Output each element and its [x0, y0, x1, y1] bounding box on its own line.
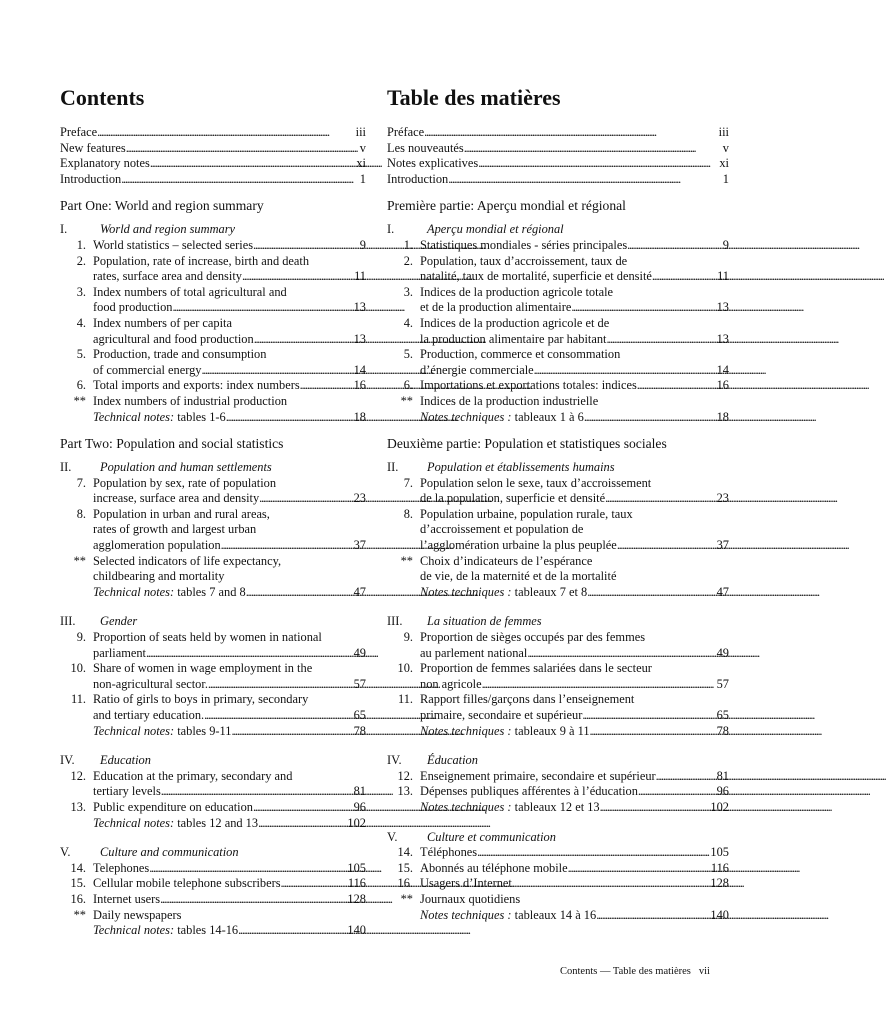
- toc-entry[interactable]: Preface . . . iii: [60, 125, 366, 141]
- section-title: Éducation: [427, 753, 478, 768]
- contents-column-english: [60, 84, 366, 939]
- part-heading: Part One: World and region summary: [60, 198, 264, 214]
- section-number: I.: [60, 222, 68, 237]
- toc-entry[interactable]: 9. Proportion of seats held by women in national parliament . . . 49: [60, 630, 366, 661]
- toc-entry: ** Indices de la production industrielle: [400, 393, 599, 408]
- toc-entry: ** Index numbers of industrial production: [73, 393, 288, 408]
- front-matter-list: [60, 125, 366, 187]
- toc-entry[interactable]: 12. Education at the primary, secondary and tertiary levels . . . 81: [60, 769, 366, 800]
- toc-entry[interactable]: 3. Indices de la production agricole totale et de la production alimentaire . . . 13: [387, 285, 729, 316]
- technical-notes-entry[interactable]: Technical notes: tables 12 and 13 . . . 102: [60, 816, 366, 832]
- section-education: IV. Éducation 12. Enseignement primaire, secondaire et supérieur . . . 81 13. Dépenses publiques afférentes à l’éducation . . . 96 Notes techniques : tableaux 12 et 13 . . . 102: [387, 753, 729, 815]
- section-title: World and region summary: [100, 222, 236, 237]
- page-footer: [560, 966, 710, 977]
- toc-entry[interactable]: Explanatory notes . . . xi: [60, 156, 366, 172]
- technical-notes-entry[interactable]: Notes techniques : tableaux 1 à 6 . . . 18: [387, 410, 729, 426]
- toc-entry[interactable]: 1. Statistiques mondiales - séries principales . . . 9: [387, 238, 729, 254]
- toc-entry[interactable]: 8. Population in urban and rural areas, rates of growth and largest urban agglomeration population . . . 37: [60, 507, 366, 554]
- section-title: Culture et communication: [427, 829, 556, 844]
- section-education: IV. Education 12. Education at the primary, secondary and tertiary levels . . . 81 13. Public expenditure on education . . . 96 Technical notes: tables 12 and 13 . . . 102: [60, 753, 366, 831]
- toc-entry[interactable]: 16. Usagers d’Internet . . . 128: [387, 876, 729, 892]
- toc-entry[interactable]: 6. Total imports and exports: index numbers . . . 16: [60, 378, 366, 394]
- running-footer-text: Contents — Table des matières: [560, 966, 691, 977]
- toc-entry[interactable]: 14. Telephones . . . 105: [60, 861, 366, 877]
- page-title: Contents: [60, 85, 145, 110]
- toc-entry[interactable]: 9. Proportion de sièges occupés par des femmes au parlement national . . . 49: [387, 630, 729, 661]
- toc-entry[interactable]: 10. Share of women in wage employment in the non-agricultural sector. . . . 57: [60, 661, 366, 692]
- section-world-summary: [60, 222, 366, 425]
- technical-notes-entry[interactable]: Notes techniques : tableaux 12 et 13 . . . 102: [387, 800, 729, 816]
- toc-entry[interactable]: 11. Rapport filles/garçons dans l’enseignement primaire, secondaire et supérieur . . . 65: [387, 692, 729, 723]
- toc-entry[interactable]: Les nouveautés . . . v: [387, 141, 729, 157]
- technical-notes-entry[interactable]: Technical notes: tables 9-11 . . . 78: [60, 724, 366, 740]
- front-matter-list: [387, 125, 729, 187]
- technical-notes-entry[interactable]: Notes techniques : tableaux 9 à 11 . . . 78: [387, 724, 729, 740]
- toc-entry[interactable]: 10. Proportion de femmes salariées dans le secteur non agricole . . . 57: [387, 661, 729, 692]
- toc-entry[interactable]: 13. Dépenses publiques afférentes à l’éducation . . . 96: [387, 784, 729, 800]
- toc-entry: ** Selected indicators of life expectancy, childbearing and mortality: [73, 553, 282, 584]
- contents-column-french: [387, 84, 729, 923]
- section-title: Education: [100, 753, 151, 768]
- toc-entry[interactable]: 5. Production, commerce et consommation d’énergie commerciale . . . 14: [387, 347, 729, 378]
- part-heading: Deuxième partie: Population et statistiques sociales: [387, 436, 667, 452]
- technical-notes-entry[interactable]: Notes techniques : tableaux 7 et 8 . . . 47: [387, 585, 729, 601]
- section-culture: V. Culture et communication 14. Téléphones . . . 105 15. Abonnés au téléphone mobile . . . 116 16. Usagers d’Internet . . . 128 ** Journaux quotidiens Notes techniques : tableaux 14 à 16 . . . 140: [387, 830, 729, 924]
- page-number: vii: [698, 966, 710, 977]
- toc-entry[interactable]: Notes explicatives . . . xi: [387, 156, 729, 172]
- section-gender: III. La situation de femmes 9. Proportion de sièges occupés par des femmes au parlement national . . . 49 10. Proportion de femmes salariées dans le secteur non agricole . . . 57 11. Rapport filles/garçons dans l’enseignement primaire, secondaire et supérieur . . . 65 Notes techniques : tableaux 9 à 11 . . . 78: [387, 614, 729, 739]
- section-gender: III. Gender 9. Proportion of seats held by women in national parliament . . . 49 10. Share of women in wage employment in the non-agricultural sector. . . . 57 11. Ratio of girls to boys in primary, secondary and tertiary education. . . . 65 Technical notes: tables 9-11 . . . 78: [60, 614, 366, 739]
- technical-notes-entry[interactable]: Technical notes: tables 7 and 8 . . . 47: [60, 585, 366, 601]
- technical-notes-entry[interactable]: Technical notes: tables 14-16 . . . 140: [60, 923, 366, 939]
- technical-notes-entry[interactable]: Technical notes: tables 1-6 . . . 18: [60, 410, 366, 426]
- toc-entry[interactable]: 7. Population by sex, rate of population increase, surface area and density . . . 23: [60, 476, 366, 507]
- toc-entry[interactable]: 2. Population, taux d’accroissement, taux de natalité, taux de mortalité, superficie et densité . . . 11: [387, 254, 729, 285]
- toc-entry[interactable]: 13. Public expenditure on education . . . 96: [60, 800, 366, 816]
- toc-entry[interactable]: 15. Abonnés au téléphone mobile . . . 116: [387, 861, 729, 877]
- toc-entry[interactable]: Préface . . . iii: [387, 125, 729, 141]
- section-culture: V. Culture and communication 14. Telephones . . . 105 15. Cellular mobile telephone subscribers . . . 116 16. Internet users . . . 128 ** Daily newspapers Technical notes: tables 14-16 . . . 140: [60, 845, 366, 939]
- page-title-french: Table des matières: [387, 85, 561, 110]
- toc-entry[interactable]: 1. World statistics – selected series . . . 9: [60, 238, 366, 254]
- technical-notes-entry[interactable]: Notes techniques : tableaux 14 à 16 . . . 140: [387, 908, 729, 924]
- toc-entry[interactable]: 2. Population, rate of increase, birth and death rates, surface area and density . . . 11: [60, 254, 366, 285]
- toc-entry[interactable]: Introduction . . . 1: [60, 172, 366, 188]
- toc-entry: ** Choix d’indicateurs de l’espérance de vie, de la maternité et de la mortalité: [400, 553, 617, 584]
- toc-entry[interactable]: 12. Enseignement primaire, secondaire et supérieur . . . 81: [387, 769, 729, 785]
- toc-entry[interactable]: 5. Production, trade and consumption of commercial energy . . . 14: [60, 347, 366, 378]
- part-heading: Part Two: Population and social statistics: [60, 436, 284, 452]
- toc-entry[interactable]: 14. Téléphones . . . 105: [387, 845, 729, 861]
- toc-entry[interactable]: 6. Importations et exportations totales: indices . . . 16: [387, 378, 729, 394]
- toc-entry: ** Journaux quotidiens: [400, 891, 521, 906]
- toc-entry[interactable]: New features . . . v: [60, 141, 366, 157]
- part-heading: Première partie: Aperçu mondial et régional: [387, 198, 626, 214]
- toc-entry: ** Daily newspapers: [73, 907, 182, 922]
- section-title: Population and human settlements: [100, 460, 272, 475]
- toc-entry[interactable]: 15. Cellular mobile telephone subscribers . . . 116: [60, 876, 366, 892]
- toc-entry[interactable]: 4. Indices de la production agricole et de la production alimentaire par habitant . . . 13: [387, 316, 729, 347]
- toc-entry[interactable]: 11. Ratio of girls to boys in primary, secondary and tertiary education. . . . 65: [60, 692, 366, 723]
- toc-entry[interactable]: 7. Population selon le sexe, taux d’accroissement de la population, superficie et densité . . . 23: [387, 476, 729, 507]
- section-population: II. Population et établissements humains 7. Population selon le sexe, taux d’accroissement de la population, superficie et densité . . . 23 8. Population urbaine, population rurale, taux d’accroissement et population de l’agglomération urbaine la plus peuplée . . . 37 ** Choix d’indicateurs de l’espérance de vie, de la maternité et de la mortalité Notes techniques : tableaux 7 et 8 . . . 47: [387, 460, 729, 600]
- section-title: La situation de femmes: [427, 614, 542, 629]
- section-title: Culture and communication: [100, 845, 239, 860]
- toc-entry[interactable]: 8. Population urbaine, population rurale, taux d’accroissement et population de l’agglomération urbaine la plus peuplée . . . 37: [387, 507, 729, 554]
- section-population: II. Population and human settlements 7. Population by sex, rate of population increase, surface area and density . . . 23 8. Population in urban and rural areas, rates of growth and largest urban agglomeration population . . . 37 ** Selected indicators of life expectancy, childbearing and mortality Technical notes: tables 7 and 8 . . . 47: [60, 460, 366, 600]
- toc-entry[interactable]: 16. Internet users . . . 128: [60, 892, 366, 908]
- section-title: Population et établissements humains: [427, 460, 615, 475]
- section-title: Gender: [100, 614, 138, 629]
- toc-entry[interactable]: Introduction . . . 1: [387, 172, 729, 188]
- toc-entry[interactable]: 4. Index numbers of per capita agricultural and food production . . . 13: [60, 316, 366, 347]
- section-world-summary: I. Aperçu mondial et régional 1. Statistiques mondiales - séries principales . . . 9 2. Population, taux d’accroissement, taux de natalité, taux de mortalité, superficie et densité . . . 11 3. Indices de la production agricole totale et de la production alimentaire . . . 13 4. Indices de la production agricole et de la production alimentaire par habitant . . . 13 5. Production, commerce et consommation d’énergie commerciale . . . 14 6. Importations et exportations totales: indices . . . 16 ** Indices de la production industrielle Notes techniques : tableaux 1 à 6 . . . 18: [387, 222, 729, 425]
- section-title: Aperçu mondial et régional: [427, 222, 564, 237]
- toc-entry[interactable]: 3. Index numbers of total agricultural and food production . . . 13: [60, 285, 366, 316]
